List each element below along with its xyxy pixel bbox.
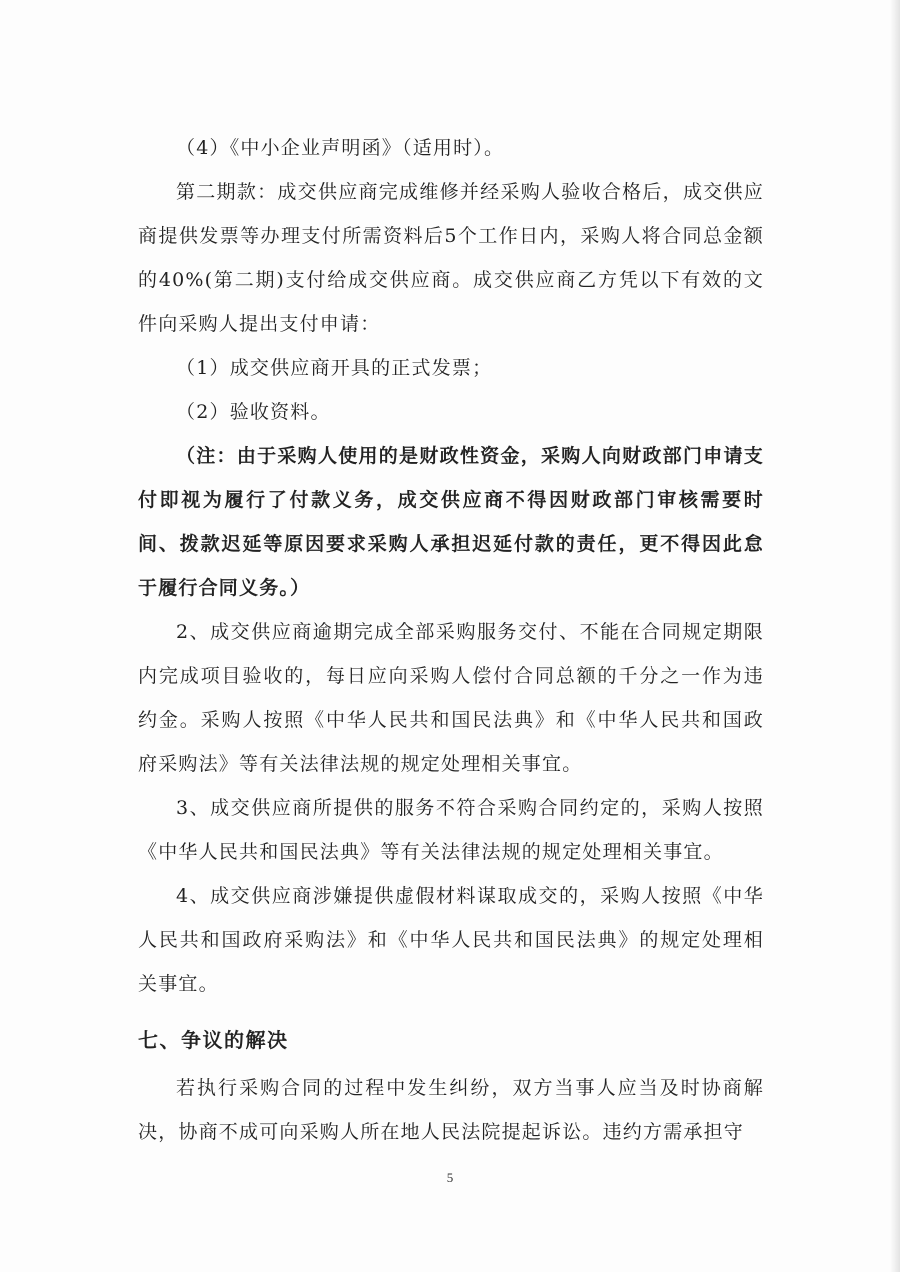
page-edge-shadow — [890, 0, 900, 1272]
paragraph-fiscal-note: （注：由于采购人使用的是财政性资金，采购人向财政部门申请支付即视为履行了付款义务，成交供应商不得因财政部门审核需要时间、拨款迟延等原因要求采购人承担迟延付款的责任，更不得因此怠于履行合同义务。） — [138, 445, 764, 599]
paragraph-clause-3: 3、成交供应商所提供的服务不符合采购合同约定的，采购人按照《中华人民共和国民法典》等有关法律法规的规定处理相关事宜。 — [138, 797, 764, 863]
paragraph-dispute: 若执行采购合同的过程中发生纠纷，双方当事人应当及时协商解决，协商不成可向采购人所在地人民法院提起诉讼。违约方需承担守 — [138, 1077, 764, 1143]
paragraph-acceptance-item: （2）验收资料。 — [176, 401, 331, 423]
paragraph-second-payment: 第二期款：成交供应商完成维修并经采购人验收合格后，成交供应商提供发票等办理支付所需资料后5个工作日内，采购人将合同总金额的40%(第二期)支付给成交供应商。成交供应商乙方凭以下有效的文件向采购人提出支付申请： — [138, 181, 764, 335]
section-body — [138, 1066, 764, 1154]
paragraph-invoice-item: （1）成交供应商开具的正式发票； — [176, 357, 493, 379]
paragraph-clause-4: 4、成交供应商涉嫌提供虚假材料谋取成交的，采购人按照《中华人民共和国政府采购法》和《中华人民共和国民法典》的规定处理相关事宜。 — [138, 885, 764, 995]
page-number: 5 — [446, 1170, 454, 1185]
body-text — [138, 126, 764, 1006]
paragraph-clause-2: 2、成交供应商逾期完成全部采购服务交付、不能在合同规定期限内完成项目验收的，每日应向采购人偿付合同总额的千分之一作为违约金。采购人按照《中华人民共和国民法典》和《中华人民共和国政府采购法》等有关法律法规的规定处理相关事宜。 — [138, 621, 764, 775]
paragraph-sme-declaration: （4）《中小企业声明函》（适用时）。 — [176, 137, 505, 159]
section-heading-dispute: 七、争议的解决 — [138, 1028, 289, 1052]
